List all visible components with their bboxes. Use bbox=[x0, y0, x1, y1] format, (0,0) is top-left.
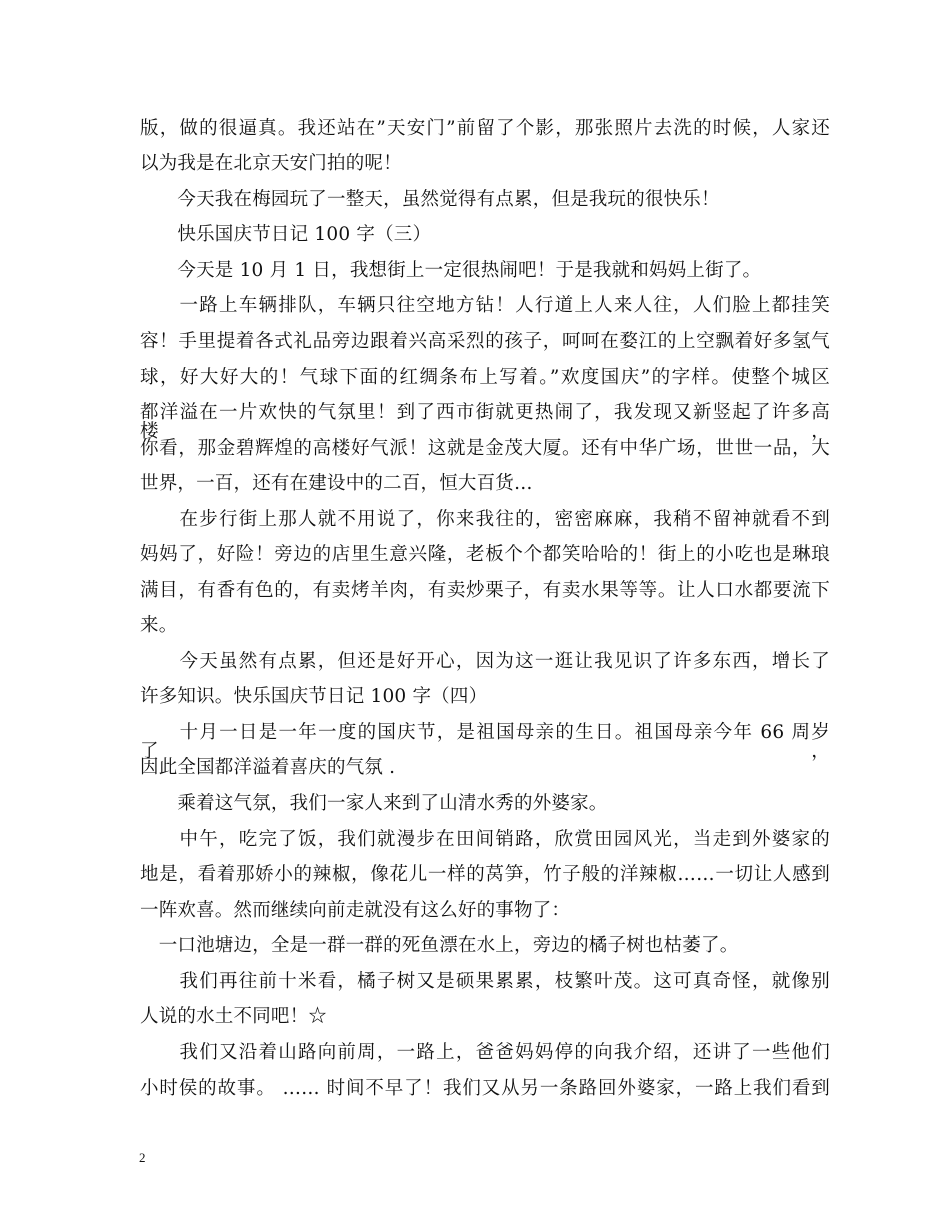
text-line: 许多知识。快乐国庆节日记 100 字（四） bbox=[140, 686, 488, 707]
text-line: 球，好大好大的！气球下面的红绸条布上写着。”欢度国庆”的字样。使整个城区 bbox=[140, 367, 830, 388]
text-line: 容！手里提着各式礼品旁边跟着兴高采烈的孩子，呵呵在婺江的上空飘着好多氢气 bbox=[140, 331, 830, 352]
text-line: 以为我是在北京天安门拍的呢！ bbox=[140, 153, 402, 174]
text-line: 地是，看着那娇小的辣椒，像花儿一样的莴笋，竹子般的洋辣椒……一切让人感到 bbox=[140, 864, 830, 885]
text-line: 妈妈了，好险！旁边的店里生意兴隆，老板个个都笑哈哈的！街上的小吃也是琳琅 bbox=[140, 544, 830, 565]
text-line: 今天虽然有点累，但还是好开心，因为这一逛让我见识了许多东西，增长了 bbox=[140, 651, 830, 672]
text-line: 你看，那金碧辉煌的高楼好气派！这就是金茂大厦。还有中华广场，世世一品，大 bbox=[140, 438, 830, 459]
text-line: 我们再往前十米看，橘子树又是硕果累累，枝繁叶茂。这可真奇怪，就像别 bbox=[140, 971, 830, 992]
text-line: 小时侯的故事。 …… 时间不早了！我们又从另一条路回外婆家，一路上我们看到 bbox=[140, 1078, 830, 1099]
text-line: 因此全国都洋溢着喜庆的气氛 . bbox=[140, 757, 396, 778]
text-line: 人说的水土不同吧！☆ bbox=[140, 1006, 328, 1027]
text-line: 快乐国庆节日记 100 字（三） bbox=[140, 224, 432, 245]
text-line: 来。 bbox=[140, 615, 178, 636]
text-line: 都洋溢在一片欢快的气氛里！到了西市街就更热闹了，我发现又新竖起了许多高楼， bbox=[140, 402, 830, 442]
text-line: 满目，有香有色的，有卖烤羊肉，有卖炒栗子，有卖水果等等。让人口水都要流下 bbox=[140, 580, 830, 601]
page-number: 2 bbox=[139, 1150, 146, 1165]
text-line: 在步行街上那人就不用说了，你来我往的，密密麻麻，我稍不留神就看不到 bbox=[140, 509, 830, 530]
text-line: 我们又沿着山路向前周，一路上，爸爸妈妈停的向我介绍，还讲了一些他们 bbox=[140, 1042, 830, 1063]
text-line: 乘着这气氛，我们一家人来到了山清水秀的外婆家。 bbox=[140, 793, 608, 814]
text-line: 一口池塘边，全是一群一群的死鱼漂在水上，旁边的橘子树也枯萎了。 bbox=[140, 935, 739, 956]
text-line: 世界，一百，还有在建设中的二百，恒大百货… bbox=[140, 473, 533, 494]
text-line: 十月一日是一年一度的国庆节，是祖国母亲的生日。祖国母亲今年 66 周岁了， bbox=[140, 722, 830, 762]
text-line: 一阵欢喜。然而继续向前走就没有这么好的事物了： bbox=[140, 900, 571, 921]
text-line: 今天是 10 月 1 日，我想街上一定很热闹吧！于是我就和妈妈上街了。 bbox=[140, 260, 762, 281]
text-line: 中午，吃完了饭，我们就漫步在田间销路，欣赏田园风光，当走到外婆家的 bbox=[140, 829, 830, 850]
text-line: 今天我在梅园玩了一整天，虽然觉得有点累，但是我玩的很快乐！ bbox=[140, 189, 720, 210]
text-line: 一路上车辆排队，车辆只往空地方钻！人行道上人来人往，人们脸上都挂笑 bbox=[140, 295, 830, 316]
text-line: 版，做的很逼真。我还站在”天安门”前留了个影，那张照片去洗的时候，人家还 bbox=[140, 118, 830, 139]
